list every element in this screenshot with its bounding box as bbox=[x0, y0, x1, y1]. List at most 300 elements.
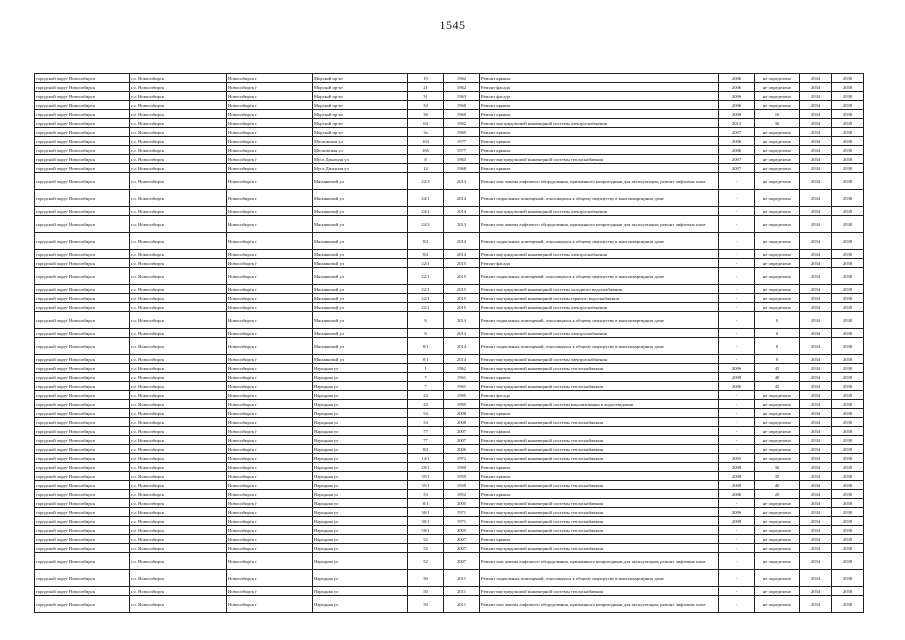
cell-repair-type: Ремонт внутридомовой инженерной системы электроснабжения bbox=[480, 303, 719, 312]
cell-wear-percent: не определено bbox=[755, 400, 800, 409]
cell-repair-type: Ремонт внутридомовой инженерной системы канализования и водоотведения bbox=[480, 400, 719, 409]
cell-municipality: городской округ Новосибирск bbox=[35, 329, 130, 338]
cell-period-end: 2038 bbox=[832, 294, 864, 303]
cell-municipality: городской округ Новосибирск bbox=[35, 596, 130, 613]
cell-repair-type: Ремонт внутридомовой инженерной системы теплоснабжения bbox=[480, 481, 719, 490]
cell-city: Новосибирск г bbox=[227, 570, 313, 587]
cell-city: Новосибирск г bbox=[227, 535, 313, 544]
cell-repair-type: Ремонт подвальных помещений, относящихся к общему имуществу в многоквартирном доме bbox=[480, 268, 719, 285]
cell-repair-type: Ремонт крыши bbox=[480, 490, 719, 499]
cell-street: Народная ул bbox=[313, 553, 408, 570]
cell-period-start: 2034 bbox=[800, 233, 832, 250]
cell-city: Новосибирск г bbox=[227, 137, 313, 146]
cell-city: Новосибирск г bbox=[227, 373, 313, 382]
cell-settlement: г.о. Новосибирск bbox=[130, 364, 227, 373]
cell-house-number: 50/1 bbox=[408, 526, 444, 535]
cell-last-repair-year: - bbox=[719, 190, 755, 207]
cell-wear-percent: 10 bbox=[755, 110, 800, 119]
cell-last-repair-year: 2006 bbox=[719, 74, 755, 83]
cell-house-number: 22/1 bbox=[408, 294, 444, 303]
cell-municipality: городской округ Новосибирск bbox=[35, 418, 130, 427]
cell-house-number: 29/1 bbox=[408, 463, 444, 472]
cell-wear-percent: 40 bbox=[755, 481, 800, 490]
table-row bbox=[35, 409, 864, 418]
cell-street: Московская ул bbox=[313, 146, 408, 155]
cell-street: Мясниковой ул bbox=[313, 312, 408, 329]
cell-wear-percent: не определено bbox=[755, 499, 800, 508]
cell-last-repair-year: 2006 bbox=[719, 490, 755, 499]
cell-period-end: 2038 bbox=[832, 216, 864, 233]
cell-period-start: 2034 bbox=[800, 373, 832, 382]
cell-wear-percent: не определено bbox=[755, 190, 800, 207]
cell-city: Новосибирск г bbox=[227, 427, 313, 436]
cell-municipality: городской округ Новосибирск bbox=[35, 427, 130, 436]
table-row bbox=[35, 587, 864, 596]
cell-street: Народная ул bbox=[313, 373, 408, 382]
table-row bbox=[35, 285, 864, 294]
cell-period-start: 2034 bbox=[800, 119, 832, 128]
cell-repair-type: Ремонт крыши bbox=[480, 427, 719, 436]
cell-period-end: 2038 bbox=[832, 445, 864, 454]
table-row bbox=[35, 490, 864, 499]
cell-build-year: 1968 bbox=[444, 164, 480, 173]
cell-period-start: 2034 bbox=[800, 250, 832, 259]
cell-street: Муса Джалиля ул bbox=[313, 164, 408, 173]
cell-house-number: 30/1 bbox=[408, 508, 444, 517]
cell-build-year: 1962 bbox=[444, 119, 480, 128]
cell-repair-type: Ремонт крыши bbox=[480, 472, 719, 481]
cell-repair-type: Ремонт фасада bbox=[480, 259, 719, 268]
cell-settlement: г.о. Новосибирск bbox=[130, 596, 227, 613]
cell-period-start: 2034 bbox=[800, 83, 832, 92]
cell-period-end: 2038 bbox=[832, 250, 864, 259]
cell-wear-percent: не определено bbox=[755, 92, 800, 101]
cell-last-repair-year: - bbox=[719, 233, 755, 250]
cell-build-year: 2015 bbox=[444, 259, 480, 268]
cell-period-end: 2038 bbox=[832, 570, 864, 587]
cell-last-repair-year: 2008 bbox=[719, 463, 755, 472]
table-row bbox=[35, 373, 864, 382]
cell-last-repair-year: 2008 bbox=[719, 110, 755, 119]
cell-settlement: г.о. Новосибирск bbox=[130, 535, 227, 544]
cell-build-year: 1952 bbox=[444, 490, 480, 499]
cell-build-year: 1960 bbox=[444, 110, 480, 119]
cell-city: Новосибирск г bbox=[227, 553, 313, 570]
cell-last-repair-year: 2013 bbox=[719, 119, 755, 128]
cell-street: Народная ул bbox=[313, 409, 408, 418]
cell-municipality: городской округ Новосибирск bbox=[35, 472, 130, 481]
cell-period-end: 2038 bbox=[832, 285, 864, 294]
cell-period-end: 2038 bbox=[832, 382, 864, 391]
cell-period-start: 2034 bbox=[800, 445, 832, 454]
cell-municipality: городской округ Новосибирск bbox=[35, 535, 130, 544]
cell-wear-percent: не определено bbox=[755, 173, 800, 190]
cell-settlement: г.о. Новосибирск bbox=[130, 454, 227, 463]
cell-municipality: городской округ Новосибирск bbox=[35, 517, 130, 526]
cell-house-number: 24/1 bbox=[408, 190, 444, 207]
cell-municipality: городской округ Новосибирск bbox=[35, 463, 130, 472]
cell-period-end: 2038 bbox=[832, 409, 864, 418]
cell-period-end: 2038 bbox=[832, 499, 864, 508]
cell-settlement: г.о. Новосибирск bbox=[130, 250, 227, 259]
cell-settlement: г.о. Новосибирск bbox=[130, 303, 227, 312]
cell-house-number: 8/1 bbox=[408, 499, 444, 508]
table-row bbox=[35, 155, 864, 164]
cell-period-start: 2034 bbox=[800, 570, 832, 587]
cell-settlement: г.о. Новосибирск bbox=[130, 418, 227, 427]
cell-period-start: 2034 bbox=[800, 155, 832, 164]
cell-period-start: 2034 bbox=[800, 164, 832, 173]
cell-repair-type: Ремонт крыши bbox=[480, 373, 719, 382]
cell-period-end: 2038 bbox=[832, 508, 864, 517]
cell-street: Народная ул bbox=[313, 587, 408, 596]
cell-settlement: г.о. Новосибирск bbox=[130, 190, 227, 207]
cell-street: Народная ул bbox=[313, 535, 408, 544]
table-row bbox=[35, 312, 864, 329]
cell-city: Новосибирск г bbox=[227, 110, 313, 119]
cell-period-end: 2038 bbox=[832, 207, 864, 216]
cell-period-start: 2034 bbox=[800, 553, 832, 570]
table-row bbox=[35, 259, 864, 268]
cell-house-number: 22/1 bbox=[408, 285, 444, 294]
cell-build-year: 2005 bbox=[444, 499, 480, 508]
table-row bbox=[35, 233, 864, 250]
cell-build-year: 1995 bbox=[444, 400, 480, 409]
cell-municipality: городской округ Новосибирск bbox=[35, 445, 130, 454]
cell-build-year: 1965 bbox=[444, 128, 480, 137]
cell-street: Мясниковой ул bbox=[313, 338, 408, 355]
cell-municipality: городской округ Новосибирск bbox=[35, 259, 130, 268]
cell-period-start: 2034 bbox=[800, 268, 832, 285]
cell-municipality: городской округ Новосибирск bbox=[35, 74, 130, 83]
cell-period-end: 2038 bbox=[832, 400, 864, 409]
cell-build-year: 1962 bbox=[444, 74, 480, 83]
cell-house-number: 24/1 bbox=[408, 207, 444, 216]
cell-period-start: 2034 bbox=[800, 216, 832, 233]
cell-period-start: 2034 bbox=[800, 391, 832, 400]
cell-wear-percent: не определено bbox=[755, 535, 800, 544]
cell-house-number: 64 bbox=[408, 119, 444, 128]
cell-wear-percent: не определено bbox=[755, 207, 800, 216]
cell-wear-percent: 30 bbox=[755, 119, 800, 128]
cell-municipality: городской округ Новосибирск bbox=[35, 119, 130, 128]
cell-street: Народная ул bbox=[313, 499, 408, 508]
cell-period-end: 2038 bbox=[832, 587, 864, 596]
table-row bbox=[35, 526, 864, 535]
cell-house-number: 22/1 bbox=[408, 303, 444, 312]
table-row bbox=[35, 596, 864, 613]
cell-municipality: городской округ Новосибирск bbox=[35, 92, 130, 101]
cell-settlement: г.о. Новосибирск bbox=[130, 233, 227, 250]
cell-municipality: городской округ Новосибирск bbox=[35, 391, 130, 400]
cell-last-repair-year: 2006 bbox=[719, 364, 755, 373]
table-row bbox=[35, 418, 864, 427]
cell-house-number: 31 bbox=[408, 92, 444, 101]
cell-street: Морской пр-кт bbox=[313, 92, 408, 101]
cell-settlement: г.о. Новосибирск bbox=[130, 173, 227, 190]
cell-house-number: 50 bbox=[408, 587, 444, 596]
cell-settlement: г.о. Новосибирск bbox=[130, 101, 227, 110]
table-body bbox=[35, 74, 864, 613]
cell-wear-percent: не определено bbox=[755, 596, 800, 613]
cell-last-repair-year: 2006 bbox=[719, 508, 755, 517]
cell-city: Новосибирск г bbox=[227, 418, 313, 427]
cell-last-repair-year: 2006 bbox=[719, 146, 755, 155]
cell-municipality: городской округ Новосибирск bbox=[35, 382, 130, 391]
cell-settlement: г.о. Новосибирск bbox=[130, 83, 227, 92]
cell-build-year: 2011 bbox=[444, 570, 480, 587]
cell-repair-type: Ремонт крыши bbox=[480, 128, 719, 137]
cell-build-year: 2014 bbox=[444, 190, 480, 207]
cell-period-end: 2038 bbox=[832, 355, 864, 364]
cell-city: Новосибирск г bbox=[227, 382, 313, 391]
cell-repair-type: Ремонт внутридомовой инженерной системы теплоснабжения bbox=[480, 526, 719, 535]
cell-house-number: 34 bbox=[408, 101, 444, 110]
table-row bbox=[35, 294, 864, 303]
cell-city: Новосибирск г bbox=[227, 391, 313, 400]
cell-repair-type: Ремонт крыши bbox=[480, 535, 719, 544]
table-row bbox=[35, 303, 864, 312]
cell-municipality: городской округ Новосибирск bbox=[35, 173, 130, 190]
cell-build-year: 2011 bbox=[444, 587, 480, 596]
cell-city: Новосибирск г bbox=[227, 587, 313, 596]
cell-period-end: 2038 bbox=[832, 137, 864, 146]
cell-last-repair-year: - bbox=[719, 570, 755, 587]
cell-period-end: 2038 bbox=[832, 596, 864, 613]
cell-municipality: городской округ Новосибирск bbox=[35, 137, 130, 146]
cell-last-repair-year: - bbox=[719, 436, 755, 445]
cell-house-number: 19 bbox=[408, 74, 444, 83]
cell-city: Новосибирск г bbox=[227, 303, 313, 312]
cell-last-repair-year: 2007 bbox=[719, 164, 755, 173]
cell-period-end: 2038 bbox=[832, 364, 864, 373]
cell-street: Мясниковой ул bbox=[313, 233, 408, 250]
cell-build-year: 2014 bbox=[444, 338, 480, 355]
cell-period-end: 2038 bbox=[832, 164, 864, 173]
cell-wear-percent: не определено bbox=[755, 436, 800, 445]
cell-house-number: 22/1 bbox=[408, 268, 444, 285]
cell-build-year: 1960 bbox=[444, 101, 480, 110]
cell-period-start: 2034 bbox=[800, 101, 832, 110]
cell-street: Мясниковой ул bbox=[313, 303, 408, 312]
cell-wear-percent: не определено bbox=[755, 83, 800, 92]
cell-period-start: 2034 bbox=[800, 490, 832, 499]
cell-city: Новосибирск г bbox=[227, 454, 313, 463]
cell-build-year: 2013 bbox=[444, 216, 480, 233]
cell-period-end: 2038 bbox=[832, 436, 864, 445]
cell-municipality: городской округ Новосибирск bbox=[35, 146, 130, 155]
cell-settlement: г.о. Новосибирск bbox=[130, 400, 227, 409]
cell-street: Народная ул bbox=[313, 382, 408, 391]
cell-street: Морской пр-кт bbox=[313, 74, 408, 83]
cell-municipality: городской округ Новосибирск bbox=[35, 587, 130, 596]
cell-last-repair-year: 2007 bbox=[719, 155, 755, 164]
cell-street: Морской пр-кт bbox=[313, 110, 408, 119]
table-row bbox=[35, 268, 864, 285]
cell-street: Мясниковой ул bbox=[313, 207, 408, 216]
cell-city: Новосибирск г bbox=[227, 481, 313, 490]
cell-settlement: г.о. Новосибирск bbox=[130, 285, 227, 294]
cell-wear-percent: не определено bbox=[755, 526, 800, 535]
cell-wear-percent: не определено bbox=[755, 164, 800, 173]
cell-house-number: 24 bbox=[408, 400, 444, 409]
cell-repair-type: Ремонт внутридомовой инженерной системы электроснабжения bbox=[480, 119, 719, 128]
cell-municipality: городской округ Новосибирск bbox=[35, 544, 130, 553]
cell-city: Новосибирск г bbox=[227, 312, 313, 329]
cell-wear-percent: не определено bbox=[755, 418, 800, 427]
table-row bbox=[35, 110, 864, 119]
cell-period-end: 2038 bbox=[832, 329, 864, 338]
cell-street: Морской пр-кт bbox=[313, 128, 408, 137]
cell-street: Морской пр-кт bbox=[313, 83, 408, 92]
cell-city: Новосибирск г bbox=[227, 517, 313, 526]
cell-period-end: 2038 bbox=[832, 155, 864, 164]
cell-repair-type: Ремонт внутридомовой инженерной системы теплоснабжения bbox=[480, 517, 719, 526]
table-row bbox=[35, 128, 864, 137]
cell-settlement: г.о. Новосибирск bbox=[130, 92, 227, 101]
cell-last-repair-year: - bbox=[719, 535, 755, 544]
cell-build-year: 2013 bbox=[444, 173, 480, 190]
cell-wear-percent: не определено bbox=[755, 285, 800, 294]
cell-city: Новосибирск г bbox=[227, 294, 313, 303]
cell-period-end: 2038 bbox=[832, 268, 864, 285]
cell-period-start: 2034 bbox=[800, 259, 832, 268]
cell-settlement: г.о. Новосибирск bbox=[130, 508, 227, 517]
cell-last-repair-year: - bbox=[719, 499, 755, 508]
cell-repair-type: Ремонт крыши bbox=[480, 463, 719, 472]
cell-last-repair-year: - bbox=[719, 427, 755, 436]
cell-city: Новосибирск г bbox=[227, 74, 313, 83]
cell-city: Новосибирск г bbox=[227, 155, 313, 164]
cell-house-number: 77 bbox=[408, 427, 444, 436]
cell-settlement: г.о. Новосибирск bbox=[130, 128, 227, 137]
cell-street: Мясниковой ул bbox=[313, 329, 408, 338]
cell-build-year: 2014 bbox=[444, 312, 480, 329]
cell-period-start: 2034 bbox=[800, 472, 832, 481]
cell-last-repair-year: 2006 bbox=[719, 92, 755, 101]
cell-settlement: г.о. Новосибирск bbox=[130, 137, 227, 146]
cell-build-year: 1959 bbox=[444, 481, 480, 490]
table-row bbox=[35, 119, 864, 128]
cell-period-start: 2034 bbox=[800, 436, 832, 445]
cell-last-repair-year: 2006 bbox=[719, 101, 755, 110]
cell-period-end: 2038 bbox=[832, 233, 864, 250]
cell-city: Новосибирск г bbox=[227, 508, 313, 517]
cell-municipality: городской округ Новосибирск bbox=[35, 303, 130, 312]
cell-house-number: 77 bbox=[408, 436, 444, 445]
table-row bbox=[35, 400, 864, 409]
table-row bbox=[35, 250, 864, 259]
cell-period-start: 2034 bbox=[800, 207, 832, 216]
cell-settlement: г.о. Новосибирск bbox=[130, 544, 227, 553]
cell-repair-type: Ремонт фасада bbox=[480, 391, 719, 400]
table-row bbox=[35, 436, 864, 445]
cell-wear-percent: не определено bbox=[755, 409, 800, 418]
cell-build-year: 1962 bbox=[444, 83, 480, 92]
cell-city: Новосибирск г bbox=[227, 400, 313, 409]
cell-build-year: 1959 bbox=[444, 472, 480, 481]
cell-last-repair-year: - bbox=[719, 526, 755, 535]
cell-street: Мясниковой ул bbox=[313, 216, 408, 233]
cell-city: Новосибирск г bbox=[227, 329, 313, 338]
cell-period-end: 2038 bbox=[832, 427, 864, 436]
table-row bbox=[35, 445, 864, 454]
cell-municipality: городской округ Новосибирск bbox=[35, 553, 130, 570]
cell-municipality: городской округ Новосибирск bbox=[35, 312, 130, 329]
cell-municipality: городской округ Новосибирск bbox=[35, 285, 130, 294]
cell-street: Мясниковой ул bbox=[313, 259, 408, 268]
cell-build-year: 1960 bbox=[444, 463, 480, 472]
cell-build-year: 1977 bbox=[444, 146, 480, 155]
cell-street: Народная ул bbox=[313, 472, 408, 481]
cell-city: Новосибирск г bbox=[227, 164, 313, 173]
table-row bbox=[35, 164, 864, 173]
cell-build-year: 1961 bbox=[444, 382, 480, 391]
cell-period-start: 2034 bbox=[800, 173, 832, 190]
cell-wear-percent: не определено bbox=[755, 137, 800, 146]
cell-municipality: городской округ Новосибирск bbox=[35, 364, 130, 373]
cell-house-number: 12 bbox=[408, 164, 444, 173]
cell-repair-type: Ремонт или замена лифтового оборудования, признанного непригодным для эксплуатации, ремонт лифтовых шахт bbox=[480, 173, 719, 190]
cell-settlement: г.о. Новосибирск bbox=[130, 472, 227, 481]
cell-wear-percent: не определено bbox=[755, 544, 800, 553]
cell-municipality: городской округ Новосибирск bbox=[35, 508, 130, 517]
cell-settlement: г.о. Новосибирск bbox=[130, 526, 227, 535]
cell-wear-percent: 30 bbox=[755, 463, 800, 472]
cell-street: Народная ул bbox=[313, 481, 408, 490]
cell-period-end: 2038 bbox=[832, 553, 864, 570]
cell-city: Новосибирск г bbox=[227, 173, 313, 190]
cell-house-number: 54 bbox=[408, 409, 444, 418]
cell-period-start: 2034 bbox=[800, 400, 832, 409]
cell-house-number: 38 bbox=[408, 110, 444, 119]
cell-street: Народная ул bbox=[313, 517, 408, 526]
cell-city: Новосибирск г bbox=[227, 190, 313, 207]
cell-last-repair-year: - bbox=[719, 312, 755, 329]
cell-street: Народная ул bbox=[313, 445, 408, 454]
cell-city: Новосибирск г bbox=[227, 409, 313, 418]
cell-wear-percent: 45 bbox=[755, 364, 800, 373]
cell-build-year: 2015 bbox=[444, 303, 480, 312]
cell-repair-type: Ремонт внутридомовой инженерной системы электроснабжения bbox=[480, 329, 719, 338]
cell-street: Мясниковой ул bbox=[313, 190, 408, 207]
cell-repair-type: Ремонт внутридомовой инженерной системы электроснабжения bbox=[480, 207, 719, 216]
cell-period-end: 2038 bbox=[832, 259, 864, 268]
cell-settlement: г.о. Новосибирск bbox=[130, 481, 227, 490]
cell-house-number: 8/2 bbox=[408, 445, 444, 454]
cell-settlement: г.о. Новосибирск bbox=[130, 355, 227, 364]
cell-repair-type: Ремонт внутридомовой инженерной системы теплоснабжения bbox=[480, 418, 719, 427]
cell-build-year: 2014 bbox=[444, 233, 480, 250]
cell-house-number: 7 bbox=[408, 382, 444, 391]
table-row bbox=[35, 137, 864, 146]
table-row bbox=[35, 508, 864, 517]
cell-period-end: 2038 bbox=[832, 173, 864, 190]
cell-street: Народная ул bbox=[313, 400, 408, 409]
cell-municipality: городской округ Новосибирск bbox=[35, 481, 130, 490]
cell-municipality: городской округ Новосибирск bbox=[35, 355, 130, 364]
cell-repair-type: Ремонт подвальных помещений, относящихся к общему имуществу в многоквартирном доме bbox=[480, 570, 719, 587]
cell-wear-percent: не определено bbox=[755, 146, 800, 155]
cell-municipality: городской округ Новосибирск bbox=[35, 164, 130, 173]
table-row bbox=[35, 553, 864, 570]
cell-repair-type: Ремонт крыши bbox=[480, 409, 719, 418]
table-row bbox=[35, 83, 864, 92]
cell-build-year: 2014 bbox=[444, 329, 480, 338]
cell-city: Новосибирск г bbox=[227, 544, 313, 553]
cell-wear-percent: 0 bbox=[755, 355, 800, 364]
cell-period-start: 2034 bbox=[800, 364, 832, 373]
